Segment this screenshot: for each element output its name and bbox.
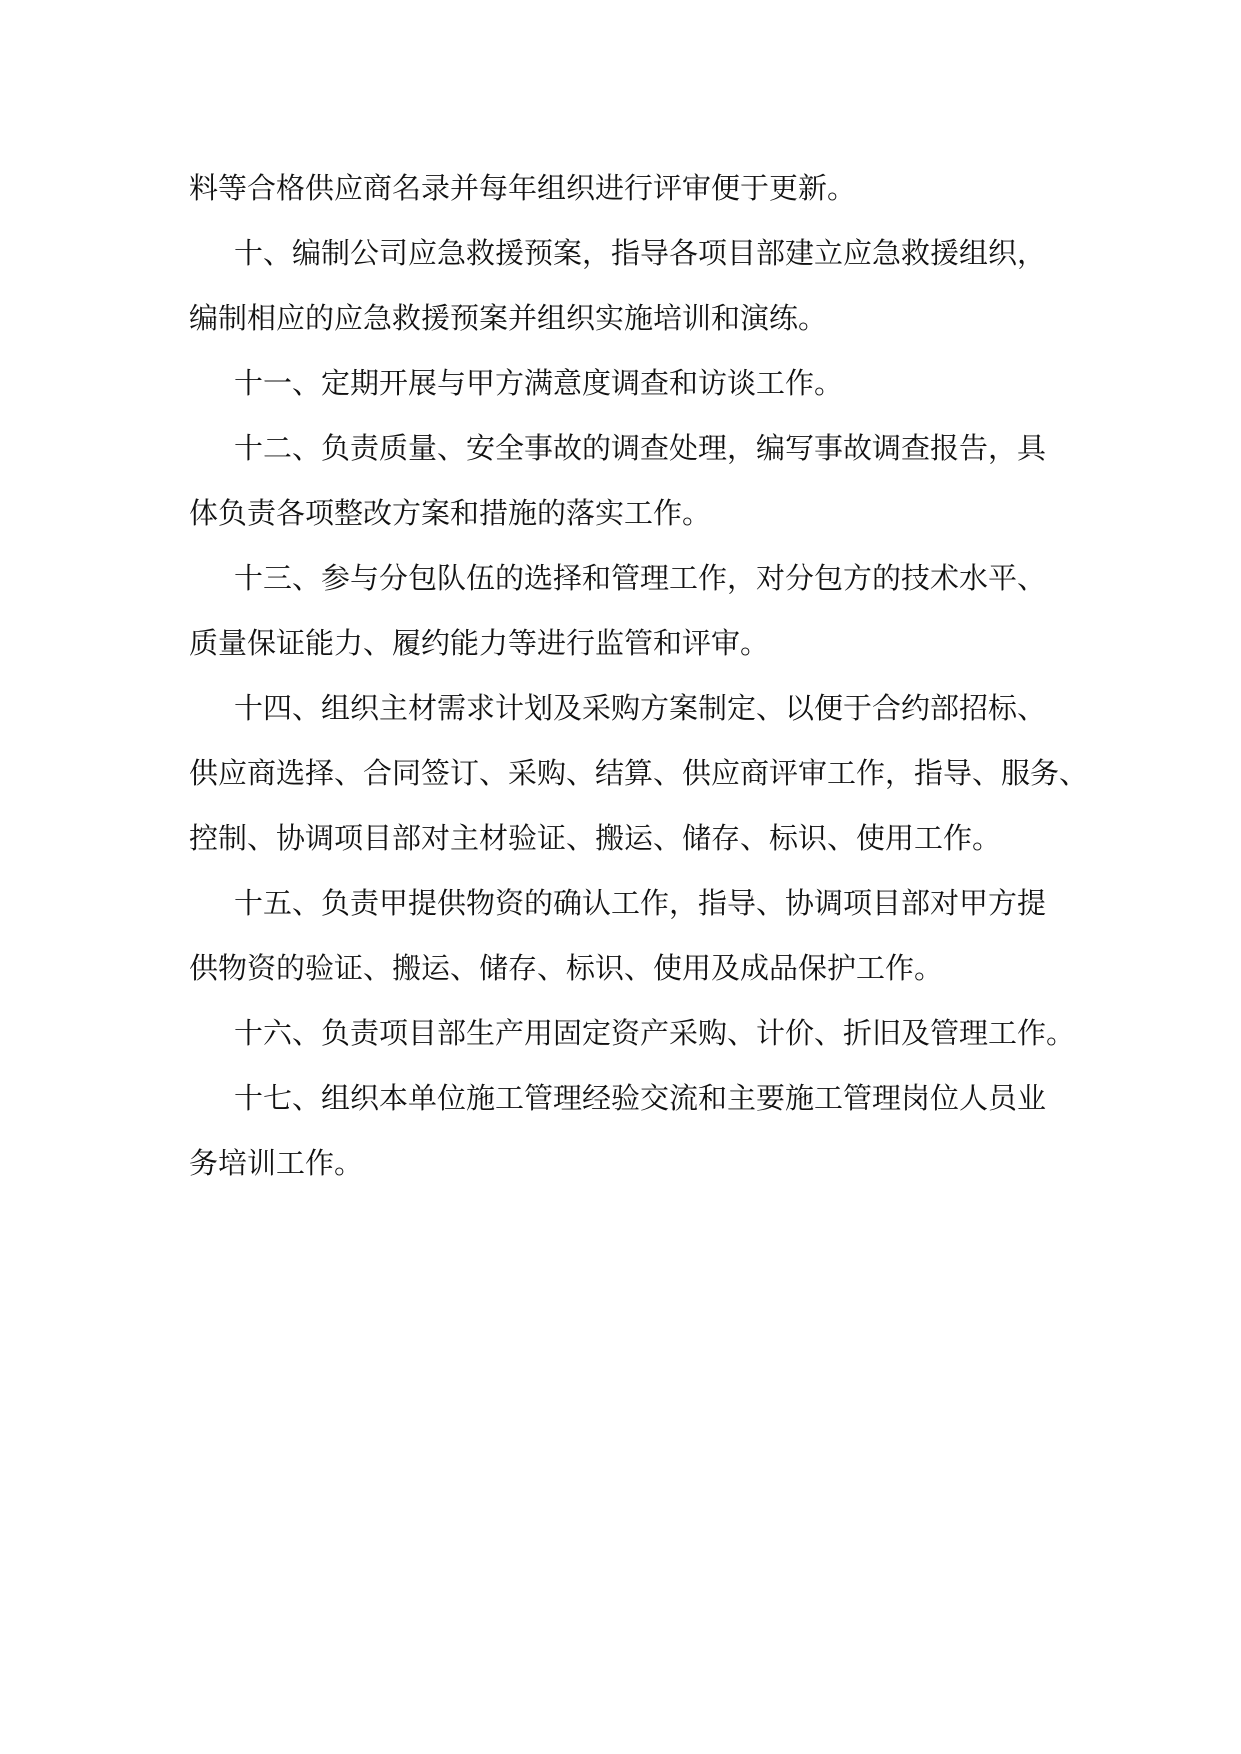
body-text [189, 156, 1089, 1196]
text-line-3: 编制相应的应急救援预案并组织实施培训和演练。 [189, 301, 828, 335]
text-line-11: 控制、协调项目部对主材验证、搬运、储存、标识、使用工作。 [189, 821, 1002, 855]
text-line-5: 十二、负责质量、安全事故的调查处理，编写事故调查报告，具 [234, 431, 1047, 465]
text-line-10: 供应商选择、合同签订、采购、结算、供应商评审工作，指导、服务、 [189, 756, 1089, 790]
text-line-4: 十一、定期开展与甲方满意度调查和访谈工作。 [234, 366, 844, 400]
text-line-15: 十七、组织本单位施工管理经验交流和主要施工管理岗位人员业 [234, 1081, 1047, 1115]
text-line-2: 十、编制公司应急救援预案，指导各项目部建立应急救援组织， [234, 236, 1047, 270]
text-line-9: 十四、组织主材需求计划及采购方案制定、以便于合约部招标、 [234, 691, 1047, 725]
text-line-7: 十三、参与分包队伍的选择和管理工作，对分包方的技术水平、 [234, 561, 1047, 595]
text-line-8: 质量保证能力、履约能力等进行监管和评审。 [189, 626, 770, 660]
text-line-1: 料等合格供应商名录并每年组织进行评审便于更新。 [189, 171, 857, 205]
text-line-6: 体负责各项整改方案和措施的落实工作。 [189, 496, 712, 530]
text-line-13: 供物资的验证、搬运、储存、标识、使用及成品保护工作。 [189, 951, 944, 985]
text-line-12: 十五、负责甲提供物资的确认工作，指导、协调项目部对甲方提 [234, 886, 1047, 920]
text-line-14: 十六、负责项目部生产用固定资产采购、计价、折旧及管理工作。 [234, 1016, 1076, 1050]
text-line-16: 务培训工作。 [189, 1146, 364, 1180]
